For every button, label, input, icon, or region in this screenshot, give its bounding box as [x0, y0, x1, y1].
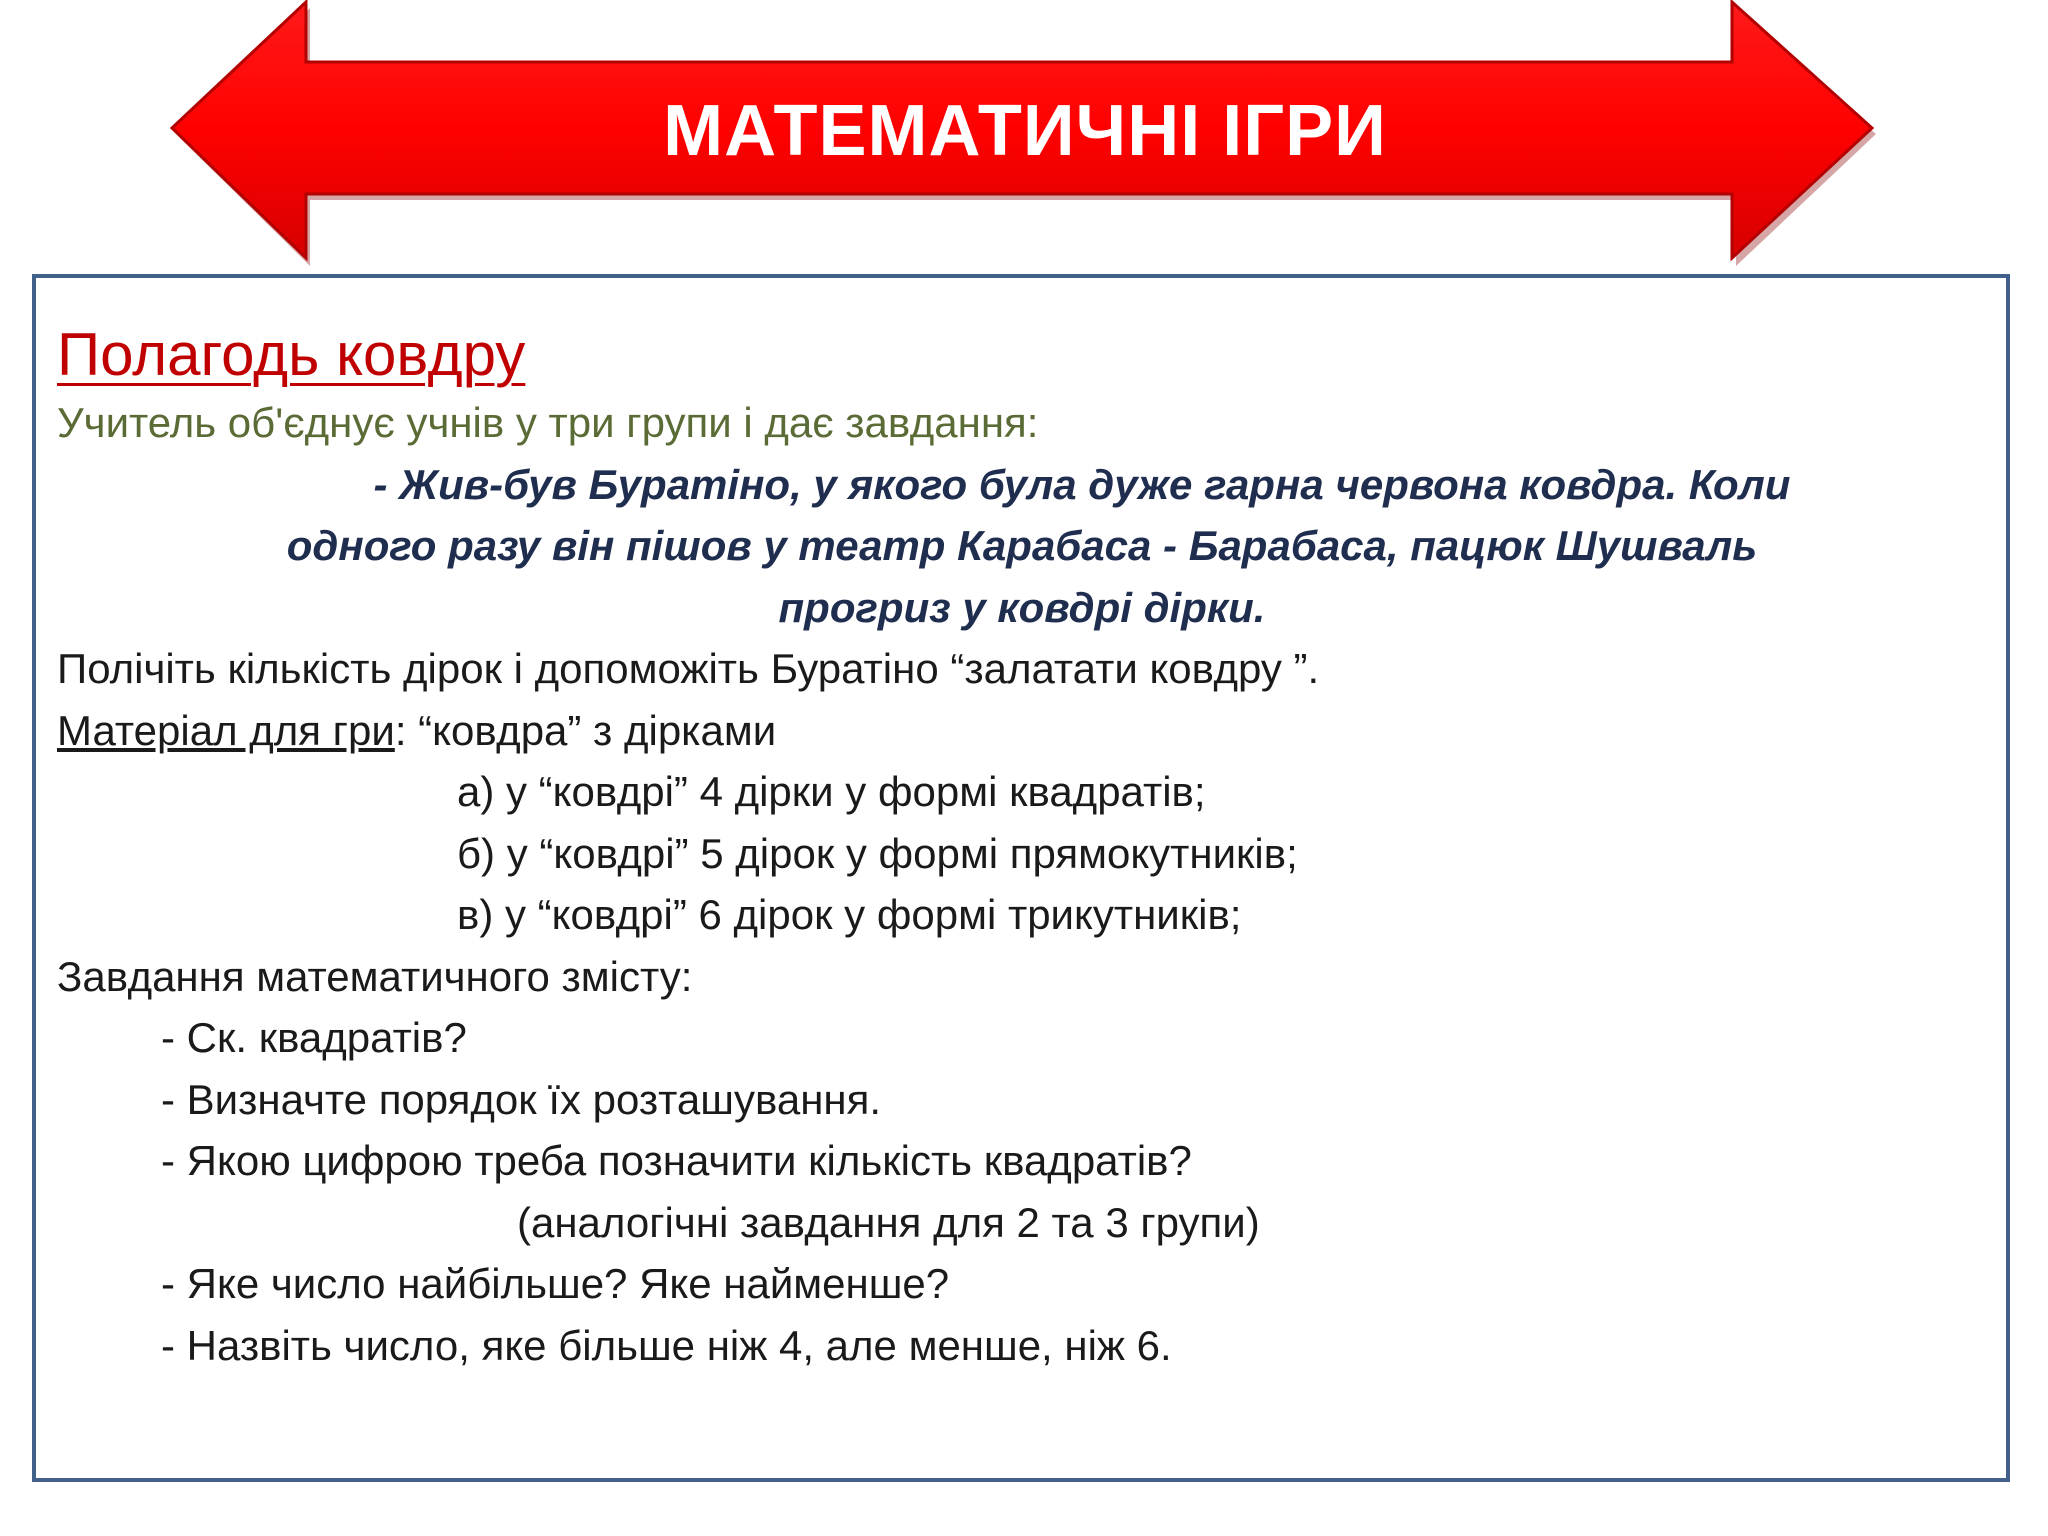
material-item: б) у “ковдрі” 5 дірок у формі прямокутників;	[457, 829, 1298, 877]
title-banner	[168, 0, 1882, 270]
task-note: (аналогічні завдання для 2 та 3 групи)	[517, 1198, 1260, 1246]
banner-title: МАТЕМАТИЧНІ ІГРИ	[663, 91, 1387, 171]
material-text: : “ковдра” з дірками	[394, 706, 777, 754]
instruction-text: Полічіть кількість дірок і допоможіть Буратіно “залатати ковдру ”.	[57, 645, 1320, 692]
task-item: - Визначте порядок їх розташування.	[161, 1075, 881, 1123]
game-card	[32, 274, 2010, 1482]
material-item: в) у “ковдрі” 6 дірок у формі трикутників;	[457, 891, 1242, 938]
material-item: а) у “ковдрі” 4 дірки у формі квадратів;	[457, 768, 1206, 815]
task-item: - Якою цифрою треба позначити кількість квадратів?	[161, 1137, 1192, 1184]
story-line: прогриз у ковдрі дірки.	[778, 583, 1266, 631]
game-content	[57, 318, 1987, 1376]
story-line: одного разу він пішов у театр Карабаса - Барабаса, пацюк Шушваль	[286, 522, 1758, 569]
game-title: Полагодь ковдру	[57, 321, 526, 388]
intro-text: Учитель об'єднує учнів у три групи і дає завдання:	[57, 399, 1039, 446]
material-label: Матеріал для гри	[57, 706, 395, 754]
task-item: - Назвіть число, яке більше ніж 4, але менше, ніж 6.	[161, 1321, 1172, 1369]
story-line: - Жив-був Буратіно, у якого була дуже гарна червона ковдра. Коли	[373, 460, 1791, 508]
task-item: - Ск. квадратів?	[161, 1014, 467, 1061]
task-item: - Яке число найбільше? Яке найменше?	[161, 1260, 950, 1307]
material-line	[57, 700, 1987, 762]
tasks-heading: Завдання математичного змісту:	[57, 952, 693, 1000]
